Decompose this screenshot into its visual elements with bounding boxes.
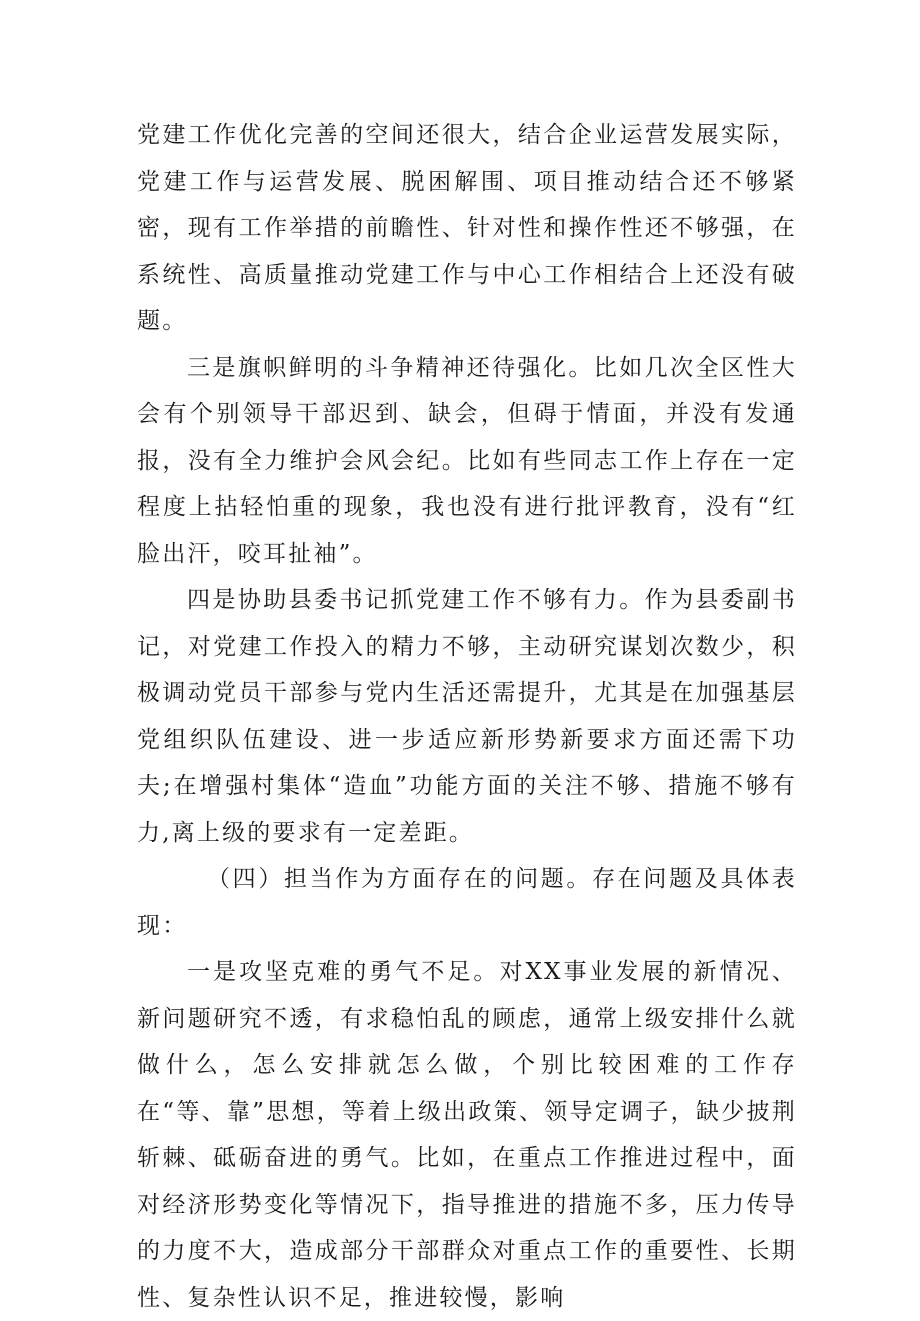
- section-heading-four: （四）担当作为方面存在的问题。存在问题及具体表现：: [137, 866, 797, 939]
- paragraph-continuation: 党建工作优化完善的空间还很大，结合企业运营发展实际，党建工作与运营发展、脱困解围、项目推动结合还不够紧密，现有工作举措的前瞻性、针对性和操作性还不够强，在系统性、高质量推动党建工作与中心工作相结合上还没有破题。: [137, 122, 797, 334]
- paragraph-point-four: 四是协助县委书记抓党建工作不够有力。作为县委副书记，对党建工作投入的精力不够，主动研究谋划次数少，积极调动党员干部参与党内生活还需提升，尤其是在加强基层党组织队伍建设、进一步适应新形势新要求方面还需下功夫;在增强村集体“造血”功能方面的关注不够、措施不够有力,离上级的要求有一定差距。: [137, 587, 797, 846]
- document-body: [137, 112, 797, 1321]
- paragraph-point-one: 一是攻坚克难的勇气不足。对XX事业发展的新情况、新问题研究不透，有求稳怕乱的顾虑，通常上级安排什么就做什么，怎么安排就怎么做，个别比较困难的工作存在“等、靠”思想，等着上级出政策、领导定调子，缺少披荆斩棘、砥砺奋进的勇气。比如，在重点工作推进过程中，面对经济形势变化等情况下，指导推进的措施不多，压力传导的力度不大，造成部分干部群众对重点工作的重要性、长期性、复杂性认识不足，推进较慢，影响: [137, 959, 797, 1311]
- paragraph-point-three: 三是旗帜鲜明的斗争精神还待强化。比如几次全区性大会有个别领导干部迟到、缺会，但碍于情面，并没有发通报，没有全力维护会风会纪。比如有些同志工作上存在一定程度上拈轻怕重的现象，我也没有进行批评教育，没有“红脸出汗，咬耳扯袖”。: [137, 354, 797, 567]
